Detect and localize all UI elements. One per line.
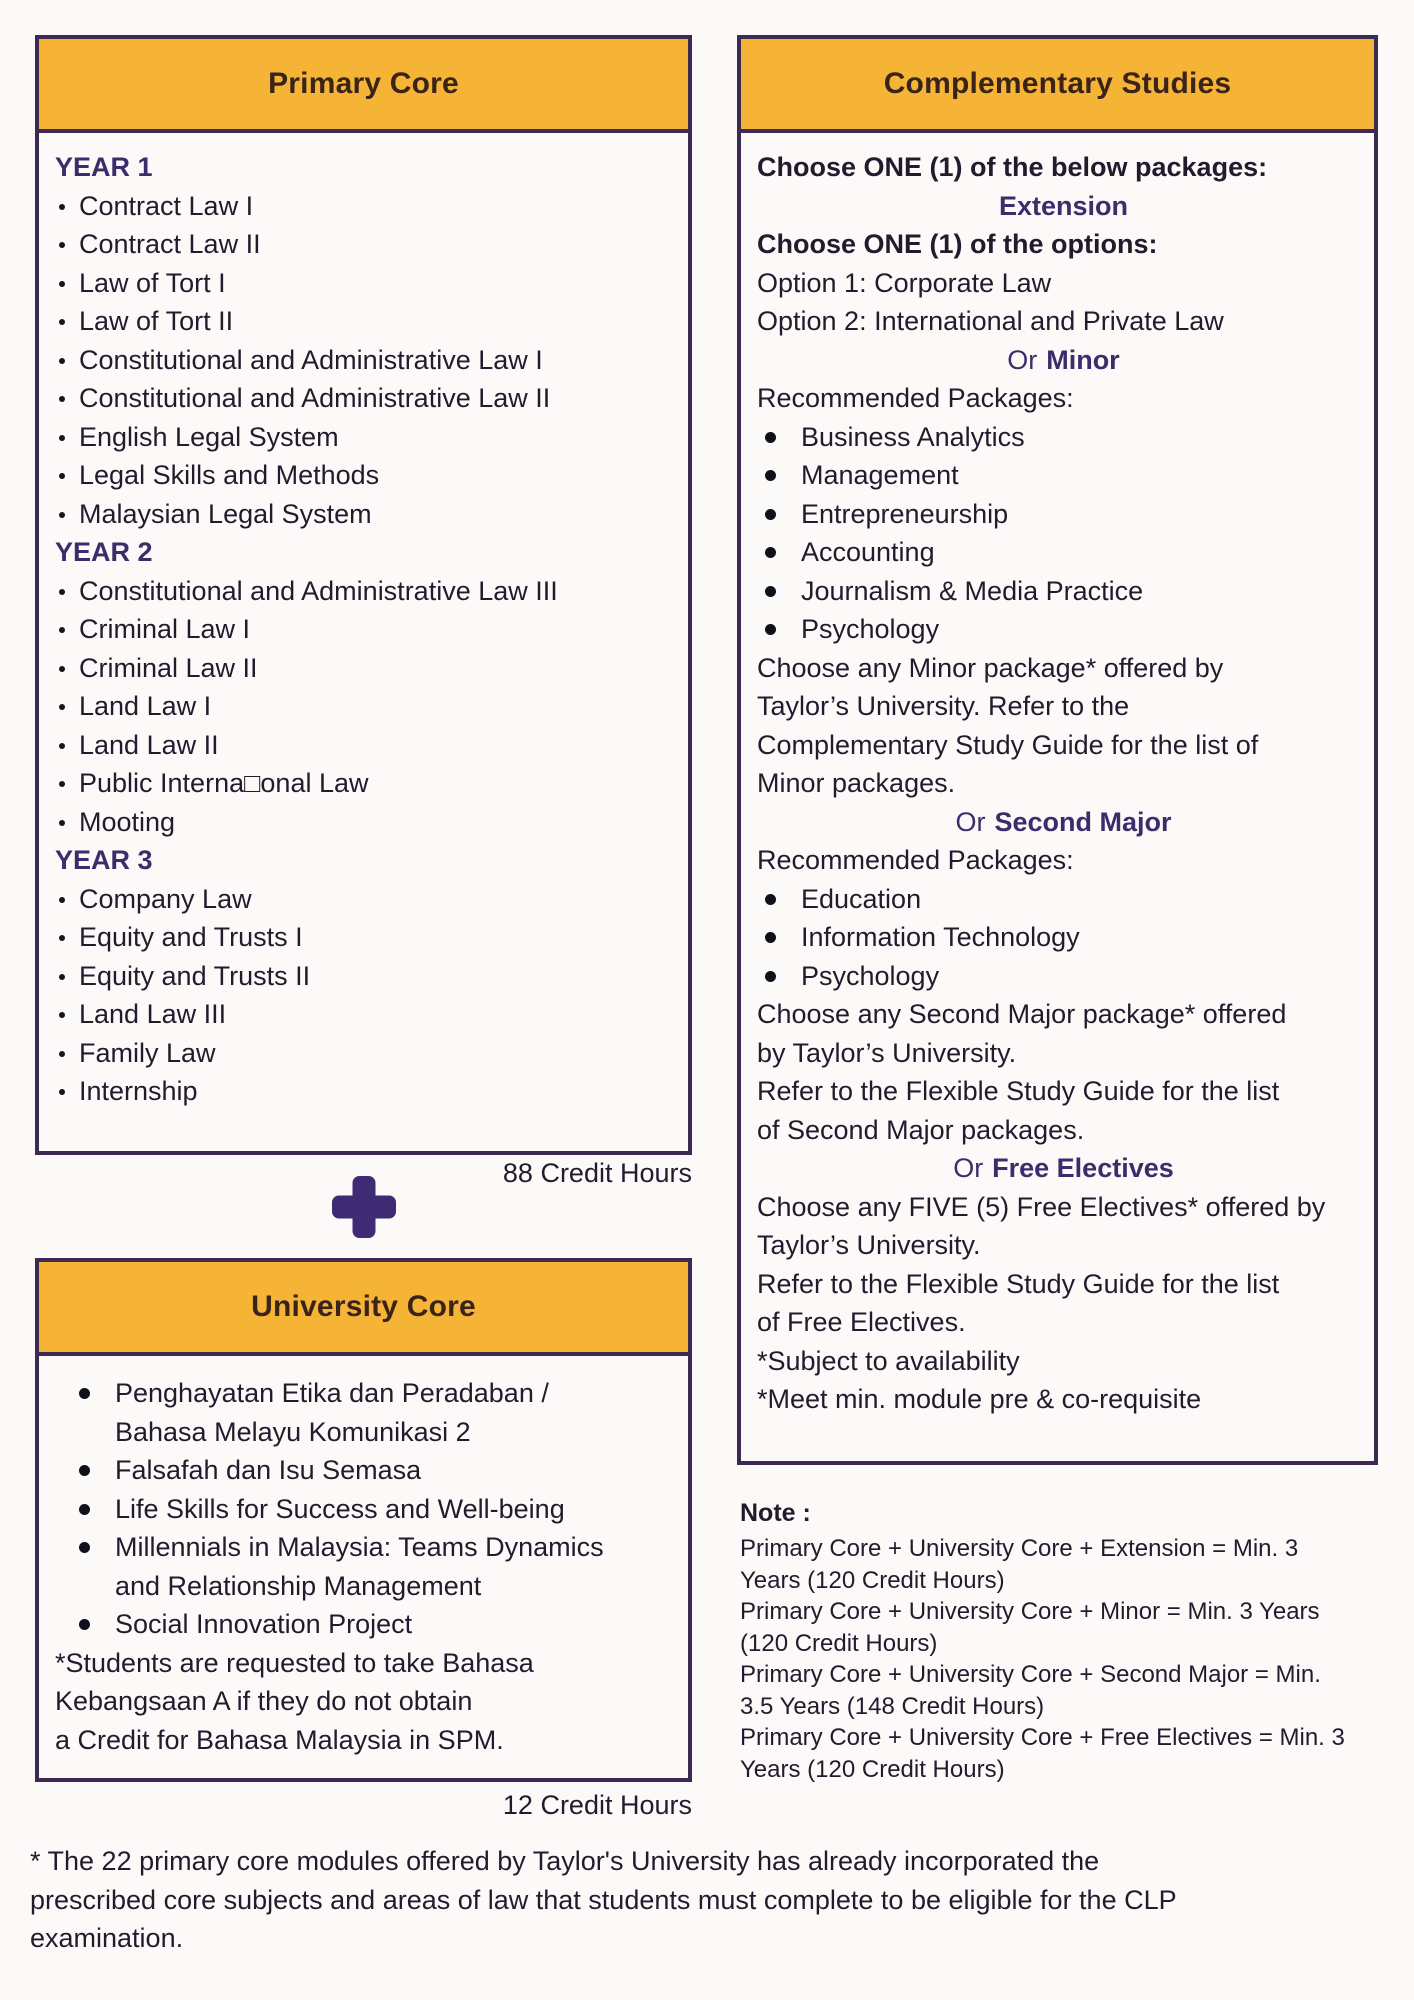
course-row xyxy=(55,649,682,688)
module-label: and Relationship Management xyxy=(115,1570,482,1601)
course-label: Mooting xyxy=(79,806,176,837)
course-label: Equity and Trusts II xyxy=(79,960,311,991)
course-label: Land Law III xyxy=(79,999,227,1029)
content-text: Complementary Study Guide for the list of xyxy=(757,729,1259,760)
course-label: YEAR 3 xyxy=(55,845,153,875)
content-row xyxy=(757,1111,1370,1150)
content-text: Management xyxy=(801,460,959,490)
module-row xyxy=(55,1721,682,1760)
content-row xyxy=(757,1188,1370,1227)
course-row xyxy=(55,264,682,303)
course-row xyxy=(55,957,682,996)
note-line: Primary Core + University Core + Extension = Min. 3 xyxy=(740,1535,1299,1562)
content-text: Taylor’s University. Refer to the xyxy=(757,691,1130,721)
content-row xyxy=(757,572,1370,611)
course-label: English Legal System xyxy=(79,421,339,452)
module-row xyxy=(55,1374,682,1413)
content-row xyxy=(757,1303,1370,1342)
content-text: *Subject to availability xyxy=(757,1345,1020,1376)
content-text: Choose any Minor package* offered by xyxy=(757,652,1224,683)
course-label: Legal Skills and Methods xyxy=(79,460,380,490)
note-heading: Note : xyxy=(740,1499,811,1527)
content-row xyxy=(757,341,1370,380)
course-row xyxy=(55,1034,682,1073)
course-label: Land Law II xyxy=(79,729,219,760)
module-label: Kebangsaan A if they do not obtain xyxy=(55,1686,473,1716)
footnote-line: * The 22 primary core modules offered by Taylor's University has already incorporated the xyxy=(30,1846,1100,1876)
note-lines xyxy=(740,1533,1400,1785)
course-row xyxy=(55,1072,682,1111)
content-row xyxy=(757,803,1370,842)
content-text: Psychology xyxy=(801,960,940,991)
primary-core-credit-hours: 88 Credit Hours xyxy=(502,1158,692,1188)
course-label: Internship xyxy=(79,1076,198,1106)
content-text: Recommended Packages: xyxy=(757,845,1074,875)
course-label: Criminal Law I xyxy=(79,614,251,644)
note-line: Primary Core + University Core + Second Major = Min. xyxy=(740,1661,1321,1688)
course-row xyxy=(55,533,682,572)
content-text: Entrepreneurship xyxy=(801,498,1009,529)
content-row xyxy=(757,379,1370,418)
primary-core-title: Primary Core xyxy=(268,67,459,100)
content-text: Choose ONE (1) of the options: xyxy=(757,229,1158,259)
course-label: Law of Tort I xyxy=(79,267,226,298)
course-label: Criminal Law II xyxy=(79,652,258,683)
content-row xyxy=(757,148,1370,187)
note-line: (120 Credit Hours) xyxy=(740,1629,938,1657)
module-row xyxy=(55,1644,682,1683)
course-row xyxy=(55,610,682,649)
content-row xyxy=(757,610,1370,649)
module-row xyxy=(55,1605,682,1644)
note-line: Primary Core + University Core + Minor = Min. 3 Years xyxy=(740,1598,1320,1625)
note-line: 3.5 Years (148 Credit Hours) xyxy=(740,1692,1045,1720)
course-row xyxy=(55,687,682,726)
university-core-box xyxy=(35,1258,692,1782)
course-row xyxy=(55,341,682,380)
footnote xyxy=(30,1842,1400,1958)
course-row xyxy=(55,379,682,418)
content-row xyxy=(757,1072,1370,1111)
module-label: Bahasa Melayu Komunikasi 2 xyxy=(115,1416,471,1447)
course-label: YEAR 2 xyxy=(55,537,153,567)
note-line: Years (120 Credit Hours) xyxy=(740,1566,1005,1594)
content-text: Choose any Second Major package* offered xyxy=(757,999,1287,1029)
content-text: Minor packages. xyxy=(757,768,956,798)
course-label: Equity and Trusts I xyxy=(79,922,303,952)
content-row xyxy=(757,1265,1370,1304)
content-row xyxy=(757,918,1370,957)
module-label: Falsafah dan Isu Semasa xyxy=(115,1455,422,1485)
content-row xyxy=(757,880,1370,919)
content-row xyxy=(757,1034,1370,1073)
course-row xyxy=(55,418,682,457)
university-core-title: University Core xyxy=(251,1290,476,1323)
course-row xyxy=(55,302,682,341)
content-text: Accounting xyxy=(801,537,935,567)
content-text: Option 1: Corporate Law xyxy=(757,267,1052,298)
complementary-studies-box xyxy=(737,35,1378,1465)
content-text: Recommended Packages: xyxy=(757,383,1074,413)
content-row xyxy=(757,418,1370,457)
course-label: Constitutional and Administrative Law I xyxy=(79,344,543,375)
package-name: Second Major xyxy=(994,806,1172,837)
course-label: Contract Law II xyxy=(79,229,261,259)
primary-core-header xyxy=(39,39,688,133)
note-block xyxy=(740,1496,1400,1785)
course-row xyxy=(55,803,682,842)
package-name: Free Electives xyxy=(992,1153,1174,1183)
content-row xyxy=(757,687,1370,726)
content-text: Business Analytics xyxy=(801,421,1025,452)
content-text: of Free Electives. xyxy=(757,1307,966,1337)
primary-core-box xyxy=(35,35,692,1155)
content-text: Taylor’s University. xyxy=(757,1230,981,1260)
content-row xyxy=(757,1149,1370,1188)
module-label: *Students are requested to take Bahasa xyxy=(55,1647,534,1678)
or-prefix: Or xyxy=(955,806,986,837)
course-label: Constitutional and Administrative Law III xyxy=(79,575,558,606)
course-label: Company Law xyxy=(79,883,252,914)
module-label: a Credit for Bahasa Malaysia in SPM. xyxy=(55,1724,504,1755)
content-text: Option 2: International and Private Law xyxy=(757,306,1224,336)
primary-core-list xyxy=(39,133,688,1121)
content-row xyxy=(757,1380,1370,1419)
course-row xyxy=(55,148,682,187)
content-row xyxy=(757,726,1370,765)
content-row xyxy=(757,264,1370,303)
content-row xyxy=(757,225,1370,264)
university-core-credit-hours: 12 Credit Hours xyxy=(502,1790,692,1820)
university-core-list xyxy=(39,1356,688,1769)
module-row xyxy=(55,1528,682,1567)
module-row xyxy=(55,1413,682,1452)
course-label: YEAR 1 xyxy=(55,152,153,182)
content-row xyxy=(757,456,1370,495)
course-row xyxy=(55,225,682,264)
module-label: Life Skills for Success and Well-being xyxy=(115,1493,565,1524)
complementary-studies-header xyxy=(741,39,1374,133)
content-text: Choose ONE (1) of the below packages: xyxy=(757,152,1268,182)
course-row xyxy=(55,495,682,534)
course-row xyxy=(55,187,682,226)
content-row xyxy=(757,957,1370,996)
module-row xyxy=(55,1682,682,1721)
complementary-studies-title: Complementary Studies xyxy=(883,67,1232,100)
university-core-header xyxy=(39,1262,688,1356)
content-row xyxy=(757,187,1370,226)
module-row xyxy=(55,1567,682,1606)
content-row xyxy=(757,649,1370,688)
or-prefix: Or xyxy=(953,1153,984,1183)
package-name: Minor xyxy=(1046,344,1120,375)
module-label: Millennials in Malaysia: Teams Dynamics xyxy=(115,1532,604,1562)
content-text: Refer to the Flexible Study Guide for the list xyxy=(757,1268,1280,1299)
course-row xyxy=(55,995,682,1034)
content-text: Education xyxy=(801,883,922,914)
content-text: *Meet min. module pre & co-requisite xyxy=(757,1384,1202,1414)
course-label: Family Law xyxy=(79,1037,216,1068)
note-line: Years (120 Credit Hours) xyxy=(740,1755,1005,1783)
content-text: Journalism & Media Practice xyxy=(801,575,1144,606)
content-text: Refer to the Flexible Study Guide for the list xyxy=(757,1076,1280,1106)
plus-icon xyxy=(332,1176,396,1238)
note-line: Primary Core + University Core + Free Electives = Min. 3 xyxy=(740,1724,1345,1751)
course-row xyxy=(55,764,682,803)
course-label: Land Law I xyxy=(79,691,212,721)
module-label: Penghayatan Etika dan Peradaban / xyxy=(115,1378,549,1408)
content-row xyxy=(757,495,1370,534)
footnote-line: examination. xyxy=(30,1923,184,1953)
content-text: Choose any FIVE (5) Free Electives* offered by xyxy=(757,1191,1326,1222)
content-row xyxy=(757,1226,1370,1265)
course-row xyxy=(55,572,682,611)
content-row xyxy=(757,764,1370,803)
course-row xyxy=(55,726,682,765)
content-text: of Second Major packages. xyxy=(757,1114,1085,1145)
or-prefix: Or xyxy=(1007,344,1038,375)
content-row xyxy=(757,995,1370,1034)
content-row xyxy=(757,302,1370,341)
course-row xyxy=(55,880,682,919)
module-label: Social Innovation Project xyxy=(115,1609,413,1639)
footnote-line: prescribed core subjects and areas of law that students must complete to be eligible for the CLP xyxy=(30,1884,1177,1915)
content-text: Information Technology xyxy=(801,922,1080,952)
content-text: Psychology xyxy=(801,614,940,644)
complementary-studies-content xyxy=(741,133,1374,1429)
course-label: Contract Law I xyxy=(79,190,254,221)
course-row xyxy=(55,456,682,495)
content-row xyxy=(757,533,1370,572)
content-text: by Taylor’s University. xyxy=(757,1037,1017,1068)
module-row xyxy=(55,1490,682,1529)
course-label: Law of Tort II xyxy=(79,306,234,336)
course-label: Constitutional and Administrative Law II xyxy=(79,383,551,413)
package-name: Extension xyxy=(998,190,1129,221)
content-row xyxy=(757,1342,1370,1381)
course-label: Malaysian Legal System xyxy=(79,498,372,529)
course-row xyxy=(55,841,682,880)
course-row xyxy=(55,918,682,957)
module-row xyxy=(55,1451,682,1490)
content-row xyxy=(757,841,1370,880)
course-label: Public Interna□onal Law xyxy=(79,768,369,798)
